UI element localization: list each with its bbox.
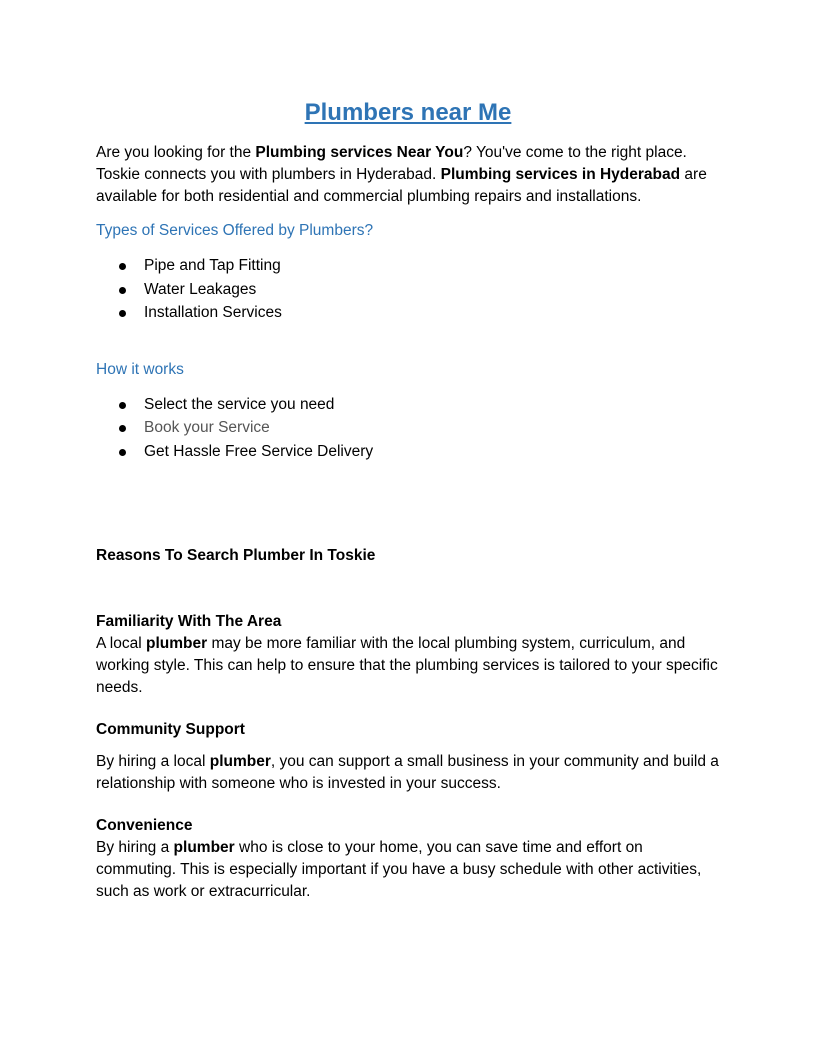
bullet-icon [119,263,126,270]
intro-text-3: are available for both residential and commercial plumbing repairs and installations. [96,166,707,205]
intro-bold-2: Plumbing services in Hyderabad [440,166,681,183]
intro-text-1: Are you looking for the [96,144,256,161]
familiarity-heading: Familiarity With The Area [96,613,282,630]
bullet-icon [119,287,126,294]
list-item-label: Get Hassle Free Service Delivery [144,442,374,460]
community-paragraph [96,751,720,795]
page-title: Plumbers near Me [304,99,512,126]
convenience-heading: Convenience [96,817,193,834]
intro-text-2: ? You've come to the right place. Toskie connects you with plumbers in Hyderabad. [96,144,687,183]
list-item [96,301,720,325]
list-item-label: Water Leakages [144,280,257,298]
community-heading: Community Support [96,721,245,738]
familiarity-paragraph [96,633,720,699]
familiarity-text-1: A local [96,635,146,652]
intro-bold-1: Plumbing services Near You [255,144,464,161]
list-item-label: Installation Services [144,304,282,321]
familiarity-bold: plumber [145,635,208,652]
familiarity-text-2: may be more familiar with the local plumbing system, curriculum, and working style. This can help to ensure that the plumbing services is tailored to your specific needs. [96,635,718,696]
convenience-bold: plumber [173,839,235,856]
bullet-icon [119,402,126,409]
list-item [96,393,720,417]
bullet-icon [119,449,126,456]
reasons-heading: Reasons To Search Plumber In Toskie [96,547,376,564]
community-bold: plumber [209,753,271,770]
types-heading: Types of Services Offered by Plumbers? [96,222,374,239]
how-list [96,393,720,464]
bullet-icon [119,425,126,432]
list-item [96,254,720,278]
convenience-text-1: By hiring a [96,839,174,856]
bullet-icon [119,310,126,317]
how-heading: How it works [96,360,184,378]
list-item [96,278,720,302]
list-item-label: Book your Service [144,419,270,436]
list-item [96,440,720,464]
types-list [96,254,720,325]
community-text-2: , you can support a small business in your community and build a relationship with someone who is invested in your success. [96,753,719,792]
intro-paragraph [96,142,720,208]
community-text-1: By hiring a local [96,753,210,770]
list-item-label: Pipe and Tap Fitting [144,257,281,274]
list-item-label: Select the service you need [144,395,335,413]
convenience-paragraph [96,837,720,903]
list-item [96,416,720,440]
convenience-text-2: who is close to your home, you can save time and effort on commuting. This is especially important if you have a busy schedule with other activities, such as work or extracurricular. [96,839,702,900]
document-page [96,96,720,903]
